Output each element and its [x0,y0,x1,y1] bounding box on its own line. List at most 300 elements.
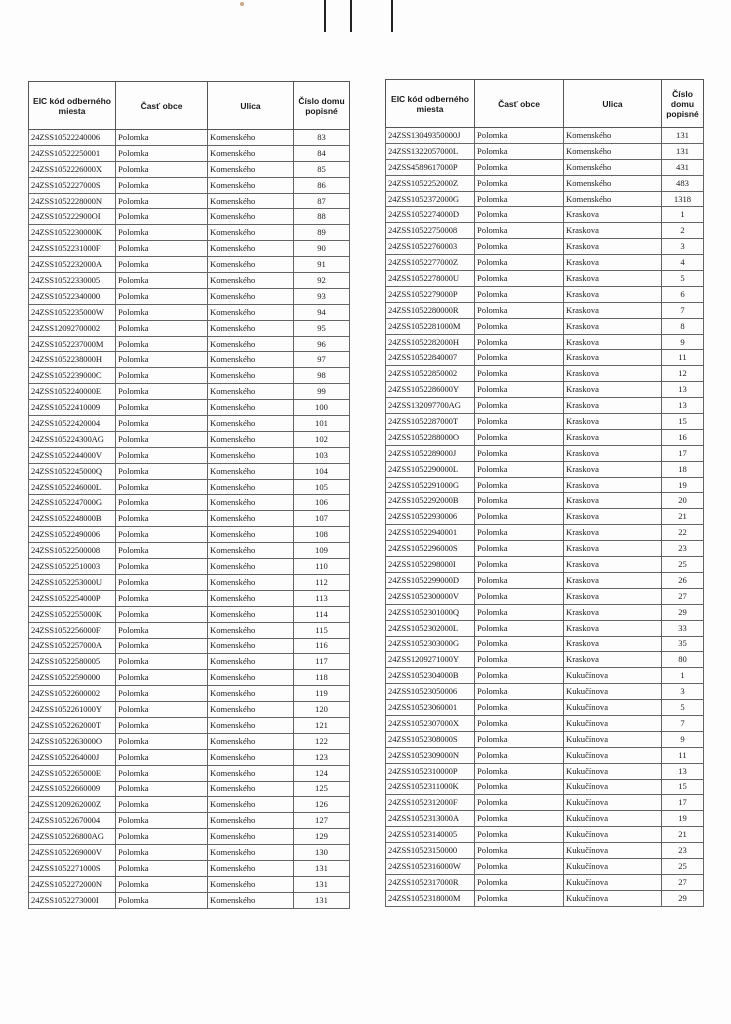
street-cell: Komenského [208,352,294,368]
table-row [386,207,704,223]
house-number-cell: 6 [662,286,704,302]
eic-code-cell: 24ZSS10522490006 [29,527,116,543]
part-cell: Polomka [116,304,208,320]
eic-code-cell: 24ZSS1052263000O [29,733,116,749]
house-number-cell: 18 [662,461,704,477]
eic-code-cell: 24ZSS1052278000U [386,271,475,287]
house-number-cell: 131 [294,860,350,876]
part-cell: Polomka [116,511,208,527]
part-cell: Polomka [116,638,208,654]
house-number-cell: 1318 [662,191,704,207]
eic-code-cell: 24ZSS10522930006 [386,509,475,525]
table-row [386,509,704,525]
part-cell: Polomka [475,159,564,175]
eic-code-cell: 24ZSS1052289000J [386,445,475,461]
table-row [386,652,704,668]
table-row [29,431,350,447]
table-row [29,781,350,797]
table-row [29,527,350,543]
street-cell: Kraskova [564,588,662,604]
table-row [29,559,350,575]
table-row [29,161,350,177]
house-number-cell: 483 [662,175,704,191]
part-cell: Polomka [116,368,208,384]
table-row [386,700,704,716]
street-cell: Komenského [208,654,294,670]
eic-code-cell: 24ZSS1052296000S [386,541,475,557]
table-row [386,493,704,509]
house-number-cell: 112 [294,574,350,590]
house-number-cell: 83 [294,130,350,146]
street-cell: Komenského [208,336,294,352]
house-number-cell: 108 [294,527,350,543]
part-cell: Polomka [116,670,208,686]
header-number: Číslo domu popisné [294,82,350,130]
part-cell: Polomka [116,686,208,702]
street-cell: Kukučínova [564,843,662,859]
part-cell: Polomka [116,590,208,606]
part-cell: Polomka [116,241,208,257]
table-row [386,429,704,445]
part-cell: Polomka [475,843,564,859]
table-row [29,479,350,495]
eic-code-cell: 24ZSS1052245000Q [29,463,116,479]
part-cell: Polomka [475,620,564,636]
table-row [29,638,350,654]
part-cell: Polomka [475,143,564,159]
house-number-cell: 115 [294,622,350,638]
eic-code-cell: 24ZSS1052261000Y [29,702,116,718]
table-row [386,795,704,811]
part-cell: Polomka [475,779,564,795]
part-cell: Polomka [475,334,564,350]
part-cell: Polomka [116,193,208,209]
table-row [386,414,704,430]
eic-code-cell: 24ZSS1052301000Q [386,604,475,620]
house-number-cell: 13 [662,398,704,414]
eic-code-cell: 24ZSS1052253000U [29,574,116,590]
street-cell: Komenského [208,543,294,559]
table-row [386,271,704,287]
part-cell: Polomka [116,892,208,908]
table-row [386,541,704,557]
house-number-cell: 20 [662,493,704,509]
part-cell: Polomka [116,145,208,161]
eic-code-cell: 24ZSS105222900OI [29,209,116,225]
eic-code-cell: 24ZSS1052317000R [386,874,475,890]
street-cell: Kraskova [564,604,662,620]
house-number-cell: 131 [294,892,350,908]
eic-code-cell: 24ZSS1052246000L [29,479,116,495]
part-cell: Polomka [475,414,564,430]
table-row [29,670,350,686]
part-cell: Polomka [116,225,208,241]
eic-code-cell: 24ZSS1052311000K [386,779,475,795]
part-cell: Polomka [116,463,208,479]
eic-code-cell: 24ZSS10522590000 [29,670,116,686]
table-row [29,130,350,146]
house-number-cell: 23 [662,541,704,557]
part-cell: Polomka [475,223,564,239]
part-cell: Polomka [116,273,208,289]
street-cell: Kukučínova [564,858,662,874]
part-cell: Polomka [475,445,564,461]
street-cell: Komenského [208,511,294,527]
left-table [28,81,350,909]
eic-code-cell: 24ZSS10523060001 [386,700,475,716]
part-cell: Polomka [475,382,564,398]
house-number-cell: 95 [294,320,350,336]
street-cell: Kraskova [564,239,662,255]
house-number-cell: 9 [662,334,704,350]
street-cell: Komenského [208,304,294,320]
part-cell: Polomka [116,177,208,193]
table-row [29,590,350,606]
table-row [29,702,350,718]
header-part: Časť obce [116,82,208,130]
table-row [386,636,704,652]
eic-code-cell: 24ZSS12092700002 [29,320,116,336]
street-cell: Kukučínova [564,779,662,795]
eic-code-cell: 24ZSS1052265000E [29,765,116,781]
house-number-cell: 124 [294,765,350,781]
table-row [386,843,704,859]
eic-code-cell: 24ZSS1209271000Y [386,652,475,668]
eic-code-cell: 24ZSS1052252000Z [386,175,475,191]
binding-line [391,0,393,32]
street-cell: Kraskova [564,541,662,557]
eic-code-cell: 24ZSS1052277000Z [386,255,475,271]
eic-code-cell: 24ZSS1052255000K [29,606,116,622]
street-cell: Komenského [208,638,294,654]
eic-code-cell: 24ZSS1052254000P [29,590,116,606]
house-number-cell: 120 [294,702,350,718]
street-cell: Komenského [208,813,294,829]
street-cell: Komenského [208,447,294,463]
eic-code-cell: 24ZSS10522330005 [29,273,116,289]
house-number-cell: 109 [294,543,350,559]
table-row [386,398,704,414]
table-row [386,302,704,318]
table-row [386,604,704,620]
street-cell: Komenského [208,384,294,400]
part-cell: Polomka [475,286,564,302]
street-cell: Komenského [208,717,294,733]
eic-code-cell: 24ZSS4589617000P [386,159,475,175]
table-row [386,763,704,779]
table-row [386,779,704,795]
street-cell: Komenského [208,479,294,495]
part-cell: Polomka [116,654,208,670]
eic-code-cell: 24ZSS1052248000B [29,511,116,527]
table-row [386,684,704,700]
house-number-cell: 13 [662,763,704,779]
table-row [386,811,704,827]
house-number-cell: 1 [662,207,704,223]
house-number-cell: 121 [294,717,350,733]
binding-line [324,0,326,32]
street-cell: Kraskova [564,255,662,271]
street-cell: Komenského [208,368,294,384]
right-table-body [386,128,704,907]
house-number-cell: 93 [294,288,350,304]
part-cell: Polomka [116,717,208,733]
part-cell: Polomka [475,541,564,557]
street-cell: Kraskova [564,366,662,382]
house-number-cell: 131 [662,128,704,144]
eic-code-cell: 24ZSS1052318000M [386,890,475,906]
part-cell: Polomka [116,209,208,225]
table-row [386,477,704,493]
eic-code-cell: 24ZSS13049350000J [386,128,475,144]
eic-code-cell: 24ZSS1052316000W [386,858,475,874]
street-cell: Komenského [208,876,294,892]
house-number-cell: 3 [662,684,704,700]
part-cell: Polomka [116,606,208,622]
house-number-cell: 125 [294,781,350,797]
street-cell: Kukučínova [564,668,662,684]
eic-code-cell: 24ZSS1052292000B [386,493,475,509]
part-cell: Polomka [116,559,208,575]
eic-code-cell: 24ZSS1052303000G [386,636,475,652]
eic-code-cell: 24ZSS10522660009 [29,781,116,797]
table-row [386,239,704,255]
house-number-cell: 118 [294,670,350,686]
house-number-cell: 1 [662,668,704,684]
house-number-cell: 21 [662,827,704,843]
house-number-cell: 100 [294,400,350,416]
eic-code-cell: 24ZSS1052286000Y [386,382,475,398]
street-cell: Kraskova [564,318,662,334]
house-number-cell: 106 [294,495,350,511]
street-cell: Kraskova [564,636,662,652]
house-number-cell: 122 [294,733,350,749]
street-cell: Komenského [208,177,294,193]
table-row [29,352,350,368]
table-row [386,350,704,366]
header-eic: EIC kód odberného miesta [386,80,475,128]
house-number-cell: 98 [294,368,350,384]
street-cell: Komenského [208,559,294,575]
eic-code-cell: 24ZSS10522580005 [29,654,116,670]
part-cell: Polomka [116,320,208,336]
eic-code-cell: 24ZSS10522410009 [29,400,116,416]
part-cell: Polomka [475,700,564,716]
house-number-cell: 26 [662,572,704,588]
street-cell: Kraskova [564,572,662,588]
table-row [29,463,350,479]
house-number-cell: 431 [662,159,704,175]
house-number-cell: 19 [662,811,704,827]
house-number-cell: 27 [662,588,704,604]
table-row [386,620,704,636]
eic-code-cell: 24ZSS1052237000M [29,336,116,352]
street-cell: Komenského [208,765,294,781]
eic-code-cell: 24ZSS1052230000K [29,225,116,241]
eic-code-cell: 24ZSS1052232000A [29,257,116,273]
eic-code-cell: 24ZSS1052307000X [386,715,475,731]
eic-code-cell: 24ZSS1052308000S [386,731,475,747]
part-cell: Polomka [475,588,564,604]
house-number-cell: 113 [294,590,350,606]
part-cell: Polomka [475,557,564,573]
street-cell: Komenského [208,288,294,304]
table-row [29,241,350,257]
street-cell: Komenského [208,241,294,257]
eic-code-cell: 24ZSS105226800AG [29,829,116,845]
table-row [386,747,704,763]
eic-code-cell: 24ZSS10522750008 [386,223,475,239]
house-number-cell: 33 [662,620,704,636]
table-row [386,191,704,207]
street-cell: Komenského [208,686,294,702]
part-cell: Polomka [475,652,564,668]
part-cell: Polomka [475,175,564,191]
table-row [386,557,704,573]
house-number-cell: 126 [294,797,350,813]
house-number-cell: 2 [662,223,704,239]
table-row [29,273,350,289]
eic-code-cell: 24ZSS1052226000X [29,161,116,177]
eic-code-cell: 24ZSS1052282000H [386,334,475,350]
street-cell: Komenského [208,622,294,638]
street-cell: Kraskova [564,493,662,509]
eic-code-cell: 24ZSS10522240006 [29,130,116,146]
house-number-cell: 25 [662,557,704,573]
table-row [386,445,704,461]
eic-code-cell: 24ZSS10522840007 [386,350,475,366]
part-cell: Polomka [116,400,208,416]
part-cell: Polomka [475,207,564,223]
street-cell: Kraskova [564,382,662,398]
table-row [29,225,350,241]
street-cell: Komenského [208,130,294,146]
eic-code-cell: 24ZSS1052287000T [386,414,475,430]
eic-code-cell: 24ZSS1322057000L [386,143,475,159]
house-number-cell: 103 [294,447,350,463]
street-cell: Komenského [208,416,294,432]
header-eic: EIC kód odberného miesta [29,82,116,130]
table-header [29,82,350,130]
table-row [29,686,350,702]
house-number-cell: 15 [662,414,704,430]
table-row [386,223,704,239]
house-number-cell: 84 [294,145,350,161]
header-street: Ulica [564,80,662,128]
part-cell: Polomka [475,239,564,255]
street-cell: Komenského [208,702,294,718]
house-number-cell: 22 [662,525,704,541]
street-cell: Komenského [208,829,294,845]
street-cell: Komenského [208,797,294,813]
part-cell: Polomka [116,416,208,432]
part-cell: Polomka [475,858,564,874]
street-cell: Kukučínova [564,700,662,716]
part-cell: Polomka [475,493,564,509]
table-row [29,574,350,590]
table-row [386,525,704,541]
street-cell: Kukučínova [564,811,662,827]
house-number-cell: 8 [662,318,704,334]
street-cell: Kraskova [564,207,662,223]
eic-code-cell: 24ZSS1052302000L [386,620,475,636]
part-cell: Polomka [475,350,564,366]
part-cell: Polomka [475,890,564,906]
table-row [29,892,350,908]
house-number-cell: 19 [662,477,704,493]
street-cell: Komenského [564,143,662,159]
part-cell: Polomka [116,161,208,177]
eic-code-cell: 24ZSS1052372000G [386,191,475,207]
house-number-cell: 104 [294,463,350,479]
table-row [386,286,704,302]
house-number-cell: 110 [294,559,350,575]
house-number-cell: 88 [294,209,350,225]
eic-code-cell: 24ZSS1052290000L [386,461,475,477]
table-row [29,845,350,861]
house-number-cell: 89 [294,225,350,241]
street-cell: Komenského [208,463,294,479]
eic-code-cell: 24ZSS105224300AG [29,431,116,447]
eic-code-cell: 24ZSS10523050006 [386,684,475,700]
header-street: Ulica [208,82,294,130]
street-cell: Kraskova [564,461,662,477]
part-cell: Polomka [116,130,208,146]
part-cell: Polomka [475,429,564,445]
eic-code-cell: 24ZSS10522670004 [29,813,116,829]
eic-code-cell: 24ZSS10522340000 [29,288,116,304]
house-number-cell: 21 [662,509,704,525]
part-cell: Polomka [475,747,564,763]
table-row [29,876,350,892]
table-row [386,143,704,159]
table-row [386,715,704,731]
table-row [386,874,704,890]
street-cell: Komenského [208,161,294,177]
street-cell: Komenského [208,733,294,749]
table-row [29,320,350,336]
street-cell: Kraskova [564,620,662,636]
street-cell: Komenského [208,273,294,289]
part-cell: Polomka [475,461,564,477]
table-row [29,813,350,829]
eic-code-cell: 24ZSS1052227000S [29,177,116,193]
part-cell: Polomka [116,384,208,400]
street-cell: Komenského [208,749,294,765]
part-cell: Polomka [475,366,564,382]
street-cell: Kraskova [564,652,662,668]
part-cell: Polomka [475,874,564,890]
eic-code-cell: 24ZSS1052273000I [29,892,116,908]
part-cell: Polomka [116,860,208,876]
house-number-cell: 29 [662,890,704,906]
house-number-cell: 12 [662,366,704,382]
part-cell: Polomka [475,302,564,318]
house-number-cell: 35 [662,636,704,652]
part-cell: Polomka [116,431,208,447]
street-cell: Kraskova [564,286,662,302]
eic-code-cell: 24ZSS1052235000W [29,304,116,320]
eic-code-cell: 24ZSS1052247000G [29,495,116,511]
street-cell: Komenského [208,574,294,590]
table-row [29,797,350,813]
table-row [386,461,704,477]
part-cell: Polomka [116,765,208,781]
table-row [386,731,704,747]
part-cell: Polomka [475,684,564,700]
street-cell: Kukučínova [564,731,662,747]
house-number-cell: 7 [662,715,704,731]
